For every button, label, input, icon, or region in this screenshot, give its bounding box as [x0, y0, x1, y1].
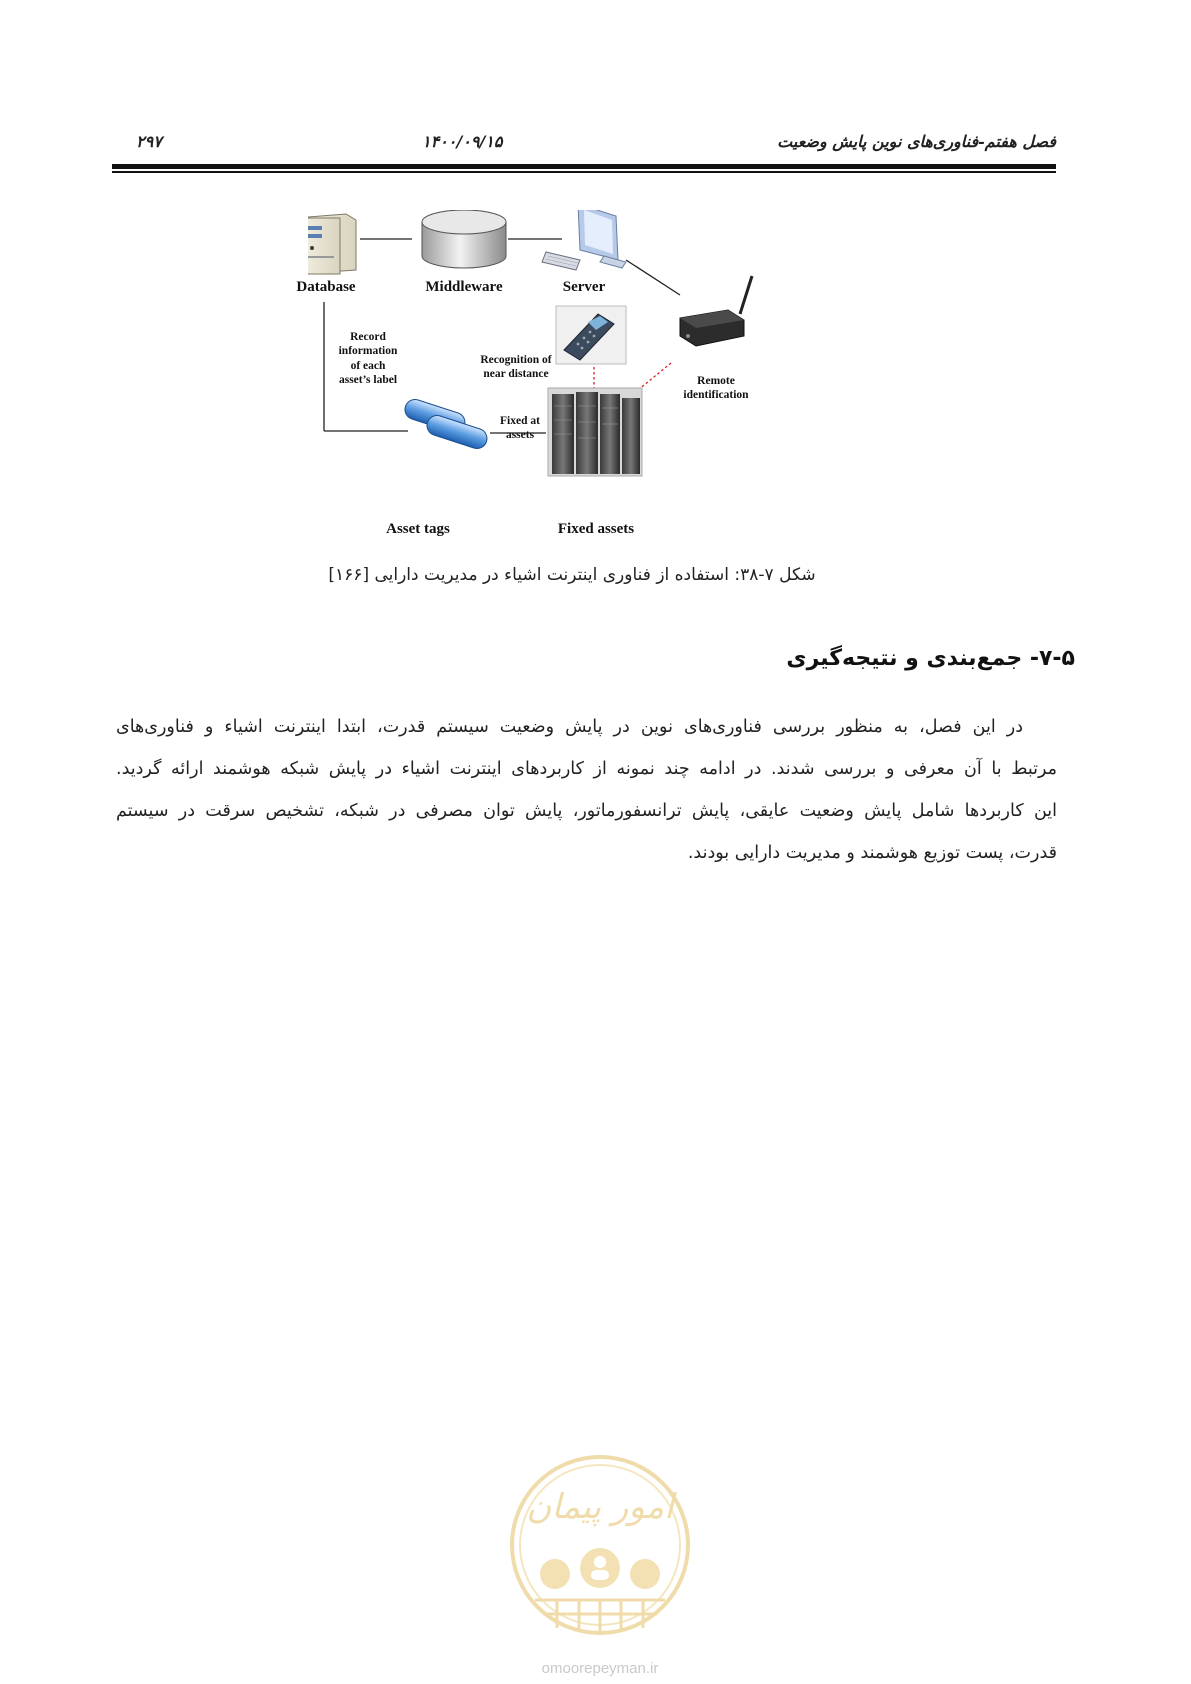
- remote-reader-icon: [680, 276, 752, 346]
- label-record-information: Record information of each asset’s label: [338, 331, 398, 387]
- label-remote-identification: Remote identification: [683, 375, 749, 402]
- chapter-title: فصل هفتم-فناوری‌های نوین پایش وضعیت: [777, 132, 1056, 151]
- label-fixed-at-assets: Fixed at assets: [500, 415, 540, 442]
- label-asset-tags: Asset tags: [386, 521, 450, 537]
- page-number: ۲۹۷: [136, 132, 162, 151]
- header-rule-thick: [112, 164, 1056, 169]
- handheld-scanner-image: [556, 306, 626, 364]
- svg-text:امور پیمان: امور پیمان: [526, 1487, 674, 1527]
- running-header: [112, 128, 1056, 162]
- wireless-links: [594, 362, 671, 390]
- paragraph-line: این کاربردها شامل پایش وضعیت عایقی، پایش ترانسفورماتور، پایش توان مصرفی در شبکه، تشخیص سرقت در سیستم: [116, 801, 1057, 821]
- figure-iot-asset-management: [296, 210, 828, 545]
- middleware-cylinder-icon: [422, 210, 506, 268]
- paragraph-line: مرتبط با آن معرفی و بررسی شدند. در ادامه چند نمونه از کاربردهای اینترنت اشیاء در پایش شبکه هوشمند ارائه گردید.: [116, 759, 1057, 779]
- label-database: Database: [296, 279, 356, 295]
- server-computer-icon: [542, 210, 626, 270]
- database-server-icon: [308, 214, 356, 274]
- paragraph-line: در این فصل، به منظور بررسی فناوری‌های نوین در پایش وضعیت سیستم قدرت، ابتدا اینترنت اشیاء و فناوری‌های: [116, 717, 1023, 737]
- figure-caption: شکل ۷-۳۸: استفاده از فناوری اینترنت اشیاء در مدیریت دارایی [۱۶۶]: [328, 565, 816, 585]
- fixed-assets-image: [548, 388, 642, 476]
- header-date: ۱۴۰۰/۰۹/۱۵: [422, 132, 503, 151]
- asset-tags-icon: [402, 397, 489, 451]
- paragraph-line: قدرت، پست توزیع هوشمند و مدیریت دارایی بودند.: [687, 843, 1057, 863]
- label-middleware: Middleware: [425, 279, 503, 295]
- label-recognition-near-distance: Recognition of near distance: [480, 354, 552, 381]
- watermark-url: omoorepeyman.ir: [541, 1660, 659, 1677]
- section-heading: ۷-۵- جمع‌بندی و نتیجه‌گیری: [786, 646, 1075, 671]
- label-server: Server: [562, 279, 606, 295]
- body-paragraph: [116, 706, 1057, 874]
- watermark-logo: [505, 1450, 695, 1650]
- label-fixed-assets: Fixed assets: [557, 521, 635, 537]
- header-rule-thin: [112, 171, 1056, 173]
- watermark-seal-icon: [505, 1450, 695, 1650]
